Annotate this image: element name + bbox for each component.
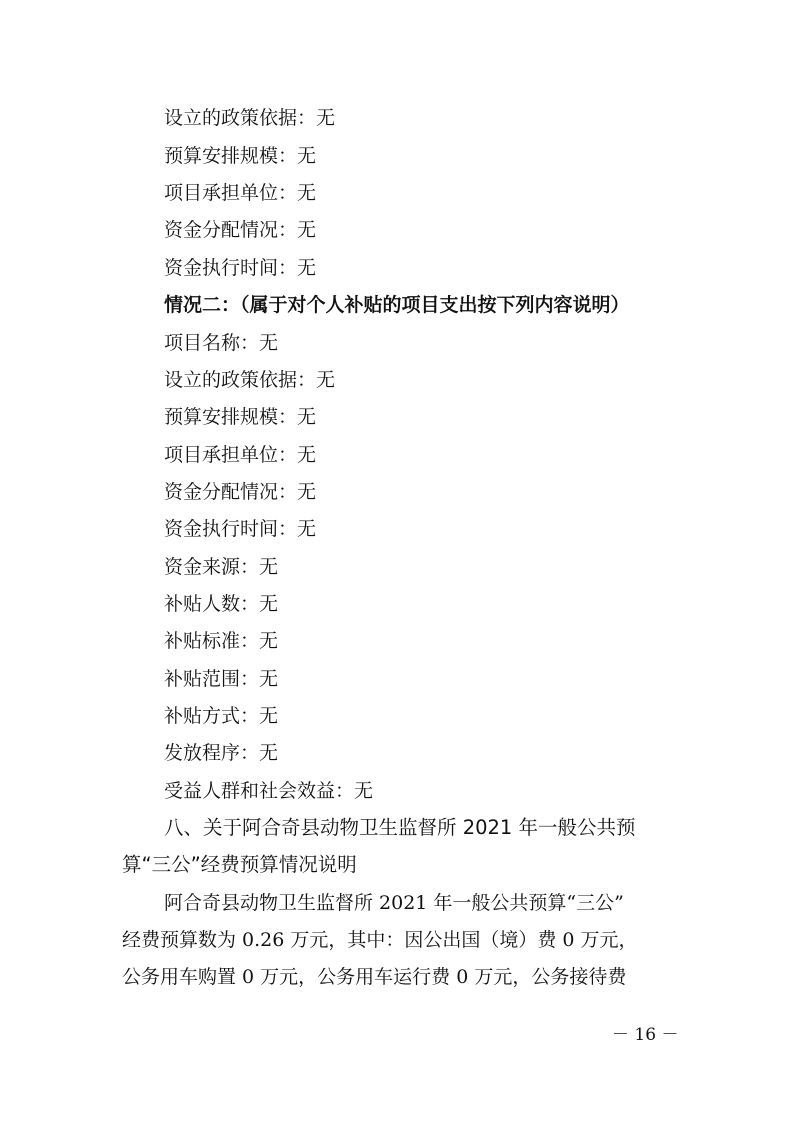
section-eight-paragraph-line1: 阿合奇县动物卫生监督所 2021 年一般公共预算“三公”: [164, 892, 624, 914]
section-eight-title-line2: 算“三公”经费预算情况说明: [122, 853, 357, 876]
fund-execution-time-line: 资金执行时间：无: [164, 257, 317, 279]
fund-allocation-line: 资金分配情况：无: [164, 481, 317, 503]
section-eight-paragraph-line3: 公务用车购置 0 万元，公务用车运行费 0 万元，公务接待费: [122, 966, 627, 988]
policy-basis-line: 设立的政策依据：无: [164, 107, 336, 129]
case-two-heading: 情况二：（属于对个人补贴的项目支出按下列内容说明）: [164, 294, 630, 316]
fund-execution-time-line: 资金执行时间：无: [164, 518, 317, 540]
fund-source-line: 资金来源：无: [164, 556, 279, 578]
subsidy-count-line: 补贴人数：无: [164, 593, 279, 615]
page-number: － 16 －: [612, 1025, 679, 1045]
beneficiaries-line: 受益人群和社会效益：无: [164, 780, 374, 802]
responsible-unit-line: 项目承担单位：无: [164, 182, 317, 204]
responsible-unit-line: 项目承担单位：无: [164, 444, 317, 466]
project-name-line: 项目名称：无: [164, 332, 279, 354]
budget-scale-line: 预算安排规模：无: [164, 406, 317, 428]
budget-scale-line: 预算安排规模：无: [164, 145, 317, 167]
policy-basis-line: 设立的政策依据：无: [164, 369, 336, 391]
section-eight-title-line1: 八、关于阿合奇县动物卫生监督所 2021 年一般公共预: [164, 816, 636, 839]
subsidy-method-line: 补贴方式：无: [164, 705, 279, 727]
subsidy-scope-line: 补贴范围：无: [164, 668, 279, 690]
fund-allocation-line: 资金分配情况：无: [164, 219, 317, 241]
subsidy-standard-line: 补贴标准：无: [164, 630, 279, 652]
section-eight-paragraph-line2: 经费预算数为 0.26 万元，其中：因公出国（境）费 0 万元，: [122, 929, 638, 951]
distribution-procedure-line: 发放程序：无: [164, 742, 279, 764]
